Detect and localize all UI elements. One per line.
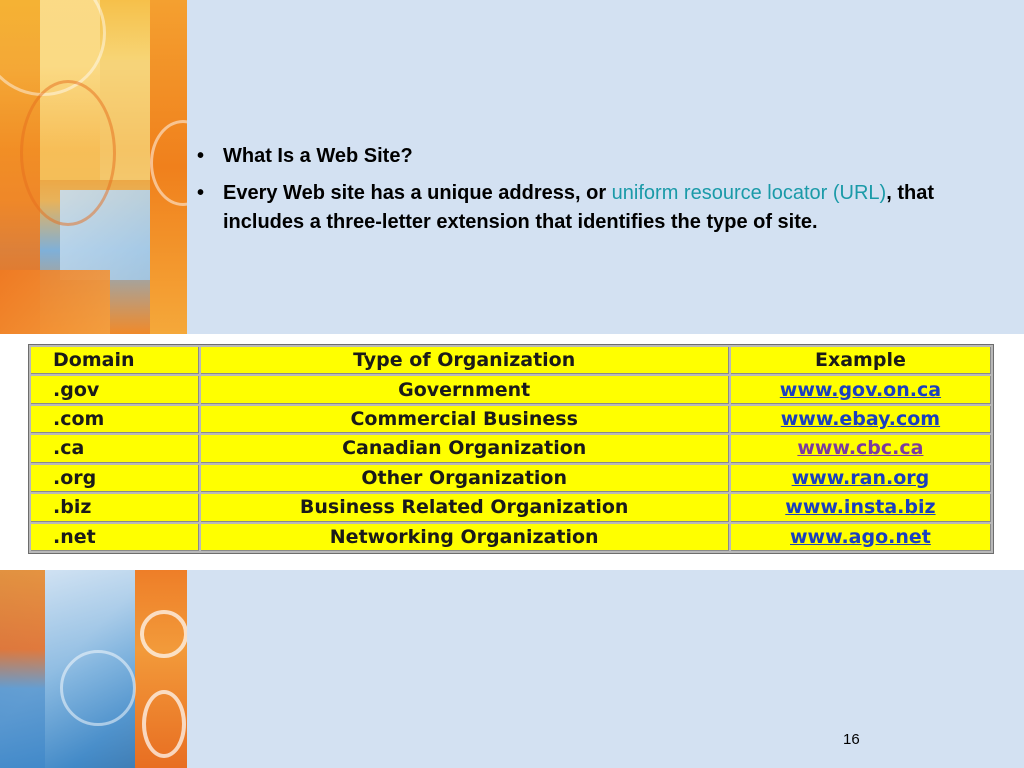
cell-domain: .gov [31, 376, 199, 403]
decorative-image-bottom [0, 570, 187, 768]
bullet-list [195, 142, 965, 245]
bullet-dot: • [197, 182, 205, 204]
table-row [31, 435, 991, 462]
decorative-image-top [0, 0, 187, 334]
bullet-text-before: Every Web site has a unique address, or [223, 182, 612, 204]
cell-type: Business Related Organization [201, 494, 729, 521]
table-row [31, 406, 991, 433]
cell-domain: .net [31, 524, 199, 551]
example-link[interactable]: www.insta.biz [785, 496, 936, 519]
page-number: 16 [843, 731, 860, 748]
bullet-text: What Is a Web Site? [223, 145, 413, 167]
bullet-item [195, 142, 965, 171]
example-link[interactable]: www.ebay.com [780, 408, 941, 431]
cell-domain: .com [31, 406, 199, 433]
cell-domain: .ca [31, 435, 199, 462]
cell-type: Canadian Organization [201, 435, 729, 462]
domain-table [28, 344, 994, 554]
table-row [31, 376, 991, 403]
example-link[interactable]: www.cbc.ca [797, 437, 924, 460]
cell-type: Commercial Business [201, 406, 729, 433]
cell-domain: .org [31, 465, 199, 492]
header-type: Type of Organization [201, 347, 729, 374]
url-term-link[interactable]: uniform resource locator (URL) [611, 182, 887, 204]
cell-type: Other Organization [201, 465, 729, 492]
table-row [31, 524, 991, 551]
header-domain: Domain [31, 347, 199, 374]
cell-type: Networking Organization [201, 524, 729, 551]
header-example: Example [731, 347, 991, 374]
table-header-row [31, 347, 991, 374]
example-link[interactable]: www.ago.net [790, 525, 931, 548]
bullet-dot: • [197, 145, 205, 167]
bullet-item [195, 179, 965, 237]
cell-domain: .biz [31, 494, 199, 521]
example-link[interactable]: www.gov.on.ca [779, 378, 942, 401]
table-row [31, 465, 991, 492]
table-row [31, 494, 991, 521]
cell-type: Government [201, 376, 729, 403]
bullet-text-after: , that includes a three-letter extension that identifies the type of site. [223, 182, 934, 233]
example-link[interactable]: www.ran.org [791, 466, 930, 489]
